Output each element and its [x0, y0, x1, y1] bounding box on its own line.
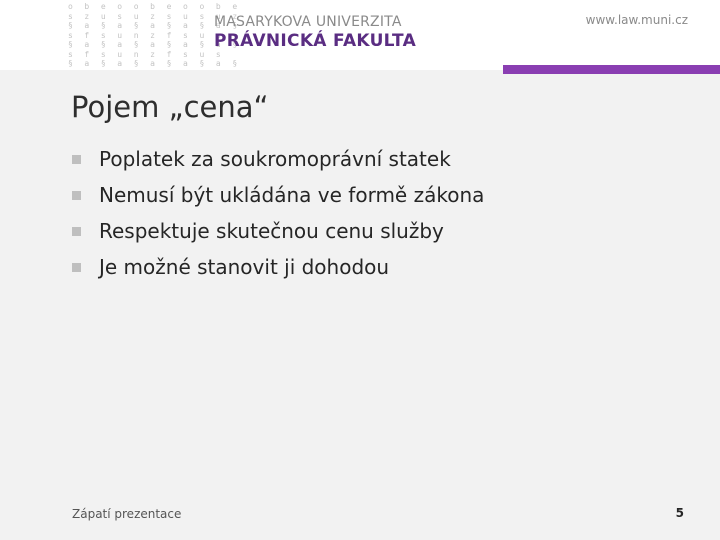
university-name: MASARYKOVA UNIVERZITA	[214, 14, 402, 30]
square-bullet-icon	[72, 263, 81, 272]
faculty-name: PRÁVNICKÁ FAKULTA	[214, 31, 417, 51]
logo-pattern-row: s f s u n z f s u s	[68, 30, 225, 40]
square-bullet-icon	[72, 155, 81, 164]
square-bullet-icon	[72, 227, 81, 236]
bullet-item	[72, 177, 484, 213]
logo-pattern-row: § a § a § a § a § a §	[68, 59, 241, 68]
footer-text: Zápatí prezentace	[72, 507, 182, 521]
page-number: 5	[675, 506, 684, 520]
bullet-text: Je možné stanovit ji dohodou	[99, 255, 390, 279]
logo-pattern-row: s f s u n z f s u s	[68, 49, 225, 59]
bullet-text: Nemusí být ukládána ve formě zákona	[99, 183, 485, 207]
bullet-item	[72, 213, 484, 249]
slide-title: Pojem „cena“	[71, 90, 269, 124]
accent-bar	[503, 65, 720, 74]
bullet-text: Poplatek za soukromoprávní statek	[99, 147, 451, 171]
logo-pattern-row: s z u s u z s u s u z	[68, 11, 241, 21]
logo-pattern-row: o b e o o b e o o b e	[68, 2, 241, 11]
bullet-list	[72, 141, 484, 285]
bullet-item	[72, 249, 484, 285]
square-bullet-icon	[72, 191, 81, 200]
bullet-text: Respektuje skutečnou cenu služby	[99, 219, 444, 243]
bullet-item	[72, 141, 484, 177]
slide-header	[0, 0, 720, 70]
university-logo-pattern	[68, 2, 241, 70]
website-url: www.law.muni.cz	[585, 13, 688, 27]
logo-pattern-row: § a § a § a § a § a §	[68, 21, 241, 30]
logo-pattern-row: § a § a § a § a § a §	[68, 40, 241, 49]
